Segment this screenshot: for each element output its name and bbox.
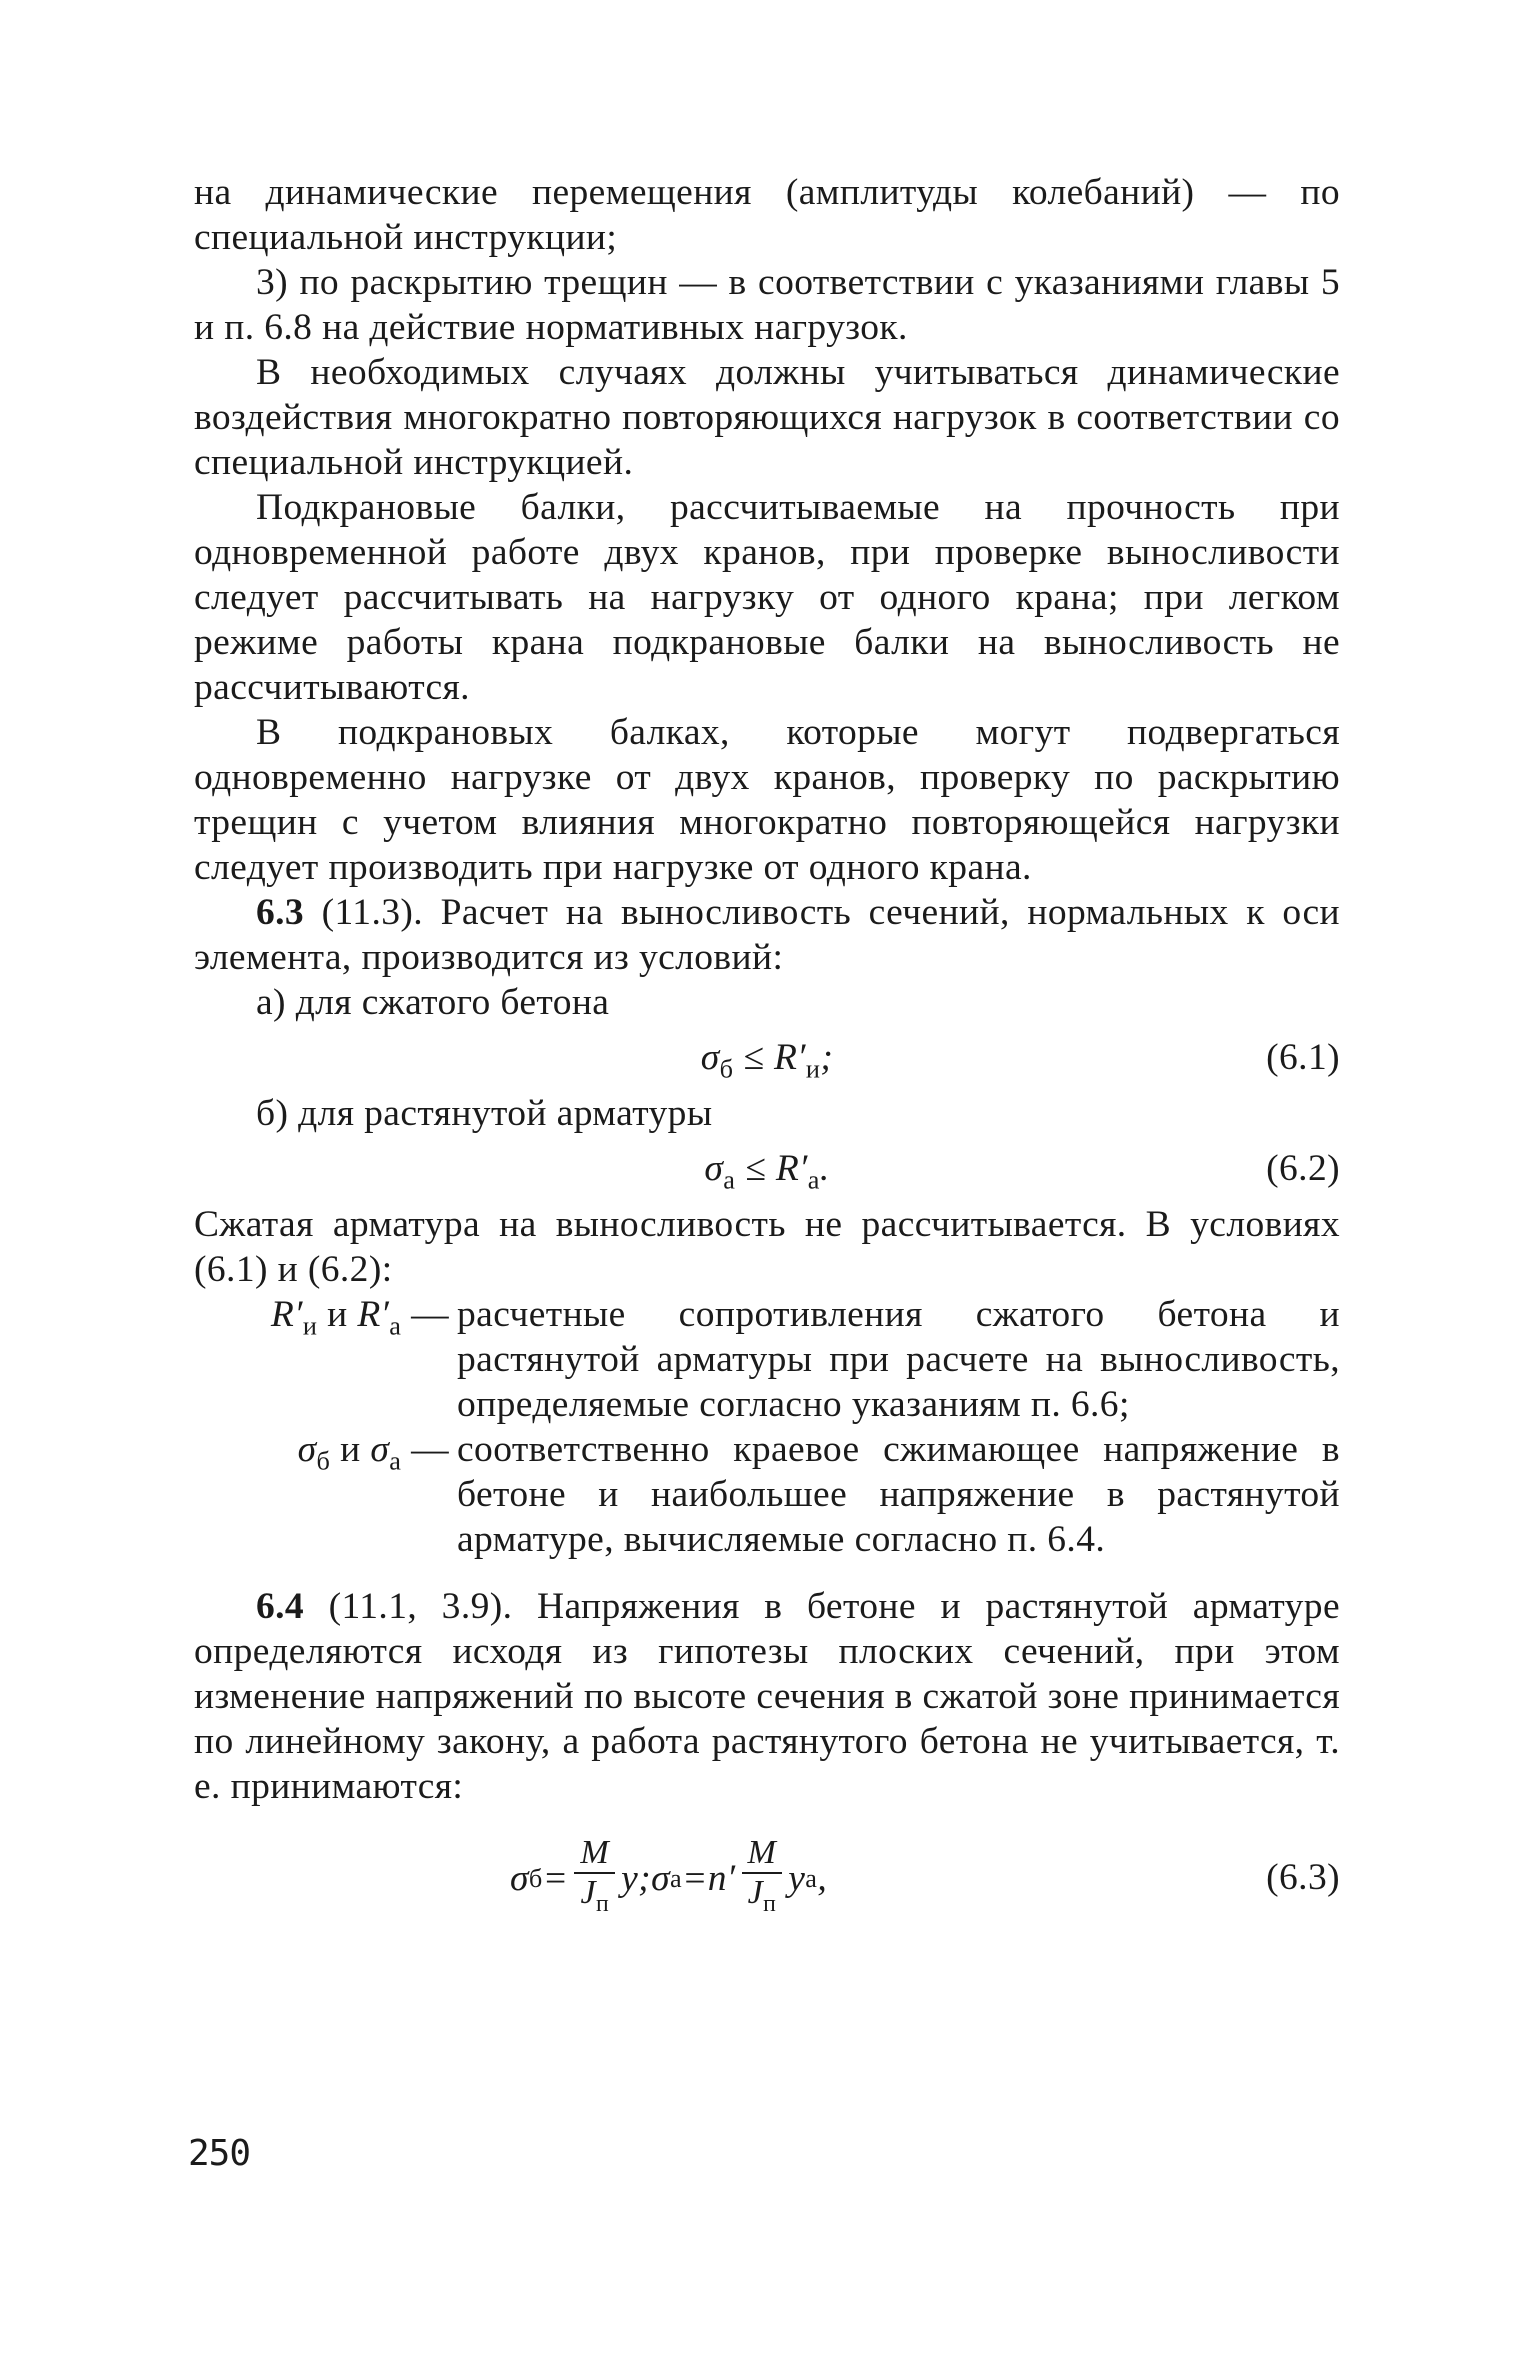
definition-item: [194, 1427, 1340, 1562]
equation-formula: $\sigma_б \le R'_и$;: [700, 1037, 834, 1084]
paragraph: Подкрановые балки, рассчитываемые на прочность при одновременной работе двух кранов, при проверке выносливости следует рассчитывать на нагрузку от одного крана; при легком режиме работы крана подкрановые балки на выносливость не рассчитываются.: [194, 487, 1340, 708]
list-item-b: б) для растянутой арматуры: [256, 1093, 713, 1134]
fraction: $\frac{M}{J_п}$: [574, 1834, 615, 1923]
equation-6-3: [194, 1823, 1340, 1933]
section-number: 6.3: [256, 892, 305, 933]
paragraph: В подкрановых балках, которые могут подвергаться одновременно нагрузке от двух кранов, проверку по раскрытию трещин с учетом влияния многократно повторяющейся нагрузки следует производить при нагрузке от одного крана.: [194, 712, 1340, 888]
section-6-4-lead: [194, 1584, 1340, 1809]
equation-formula: $\sigma_а \le R'_а$.: [704, 1148, 830, 1195]
fraction: $\frac{M}{J_п}$: [742, 1834, 783, 1923]
paragraph: Сжатая арматура на выносливость не рассчитывается. В условиях (6.1) и (6.2):: [194, 1204, 1340, 1290]
equation-formula: σ б = $\frac{M}{J_п}$ y ; σ а = n′ $\frac{M}{J_п}$ y а ,: [510, 1823, 827, 1933]
body-text: [194, 170, 1340, 1933]
definition-term: $R'_и$ и $R'_а$ —: [270, 1294, 449, 1341]
page-number: 250: [188, 2133, 251, 2174]
paragraph: В необходимых случаях должны учитываться динамические воздействия многократно повторяющихся нагрузок в соответствии со специальной инструкцией.: [194, 352, 1340, 483]
equation-6-2: [194, 1140, 1340, 1196]
definitions-list: [194, 1292, 1340, 1562]
definition-text: расчетные сопротивления сжатого бетона и растянутой арматуры при расчете на выносливость, определяемые согласно указаниям п. 6.6;: [457, 1294, 1340, 1425]
definition-text: соответственно краевое сжимающее напряжение в бетоне и наибольшее напряжение в растянутой арматуре, вычисляемые согласно п. 6.4.: [457, 1429, 1340, 1560]
section-text: (11.3). Расчет на выносливость сечений, нормальных к оси элемента, производится из условий:: [194, 892, 1340, 978]
paragraph: 3) по раскрытию трещин — в соответствии с указаниями главы 5 и п. 6.8 на действие нормативных нагрузок.: [194, 262, 1340, 348]
definition-term: $\sigma_б$ и $\sigma_а$ —: [297, 1429, 449, 1476]
section-number: 6.4: [256, 1586, 305, 1627]
section-text: (11.1, 3.9). Напряжения в бетоне и растянутой арматуре определяются исходя из гипотезы плоских сечений, при этом изменение напряжений по высоте сечения в сжатой зоне принимается по линейному закону, а работа растянутого бетона не учитывается, т. е. принимаются:: [194, 1586, 1340, 1807]
paragraph: на динамические перемещения (амплитуды колебаний) — по специальной инструкции;: [194, 172, 1340, 258]
equation-6-1: [194, 1029, 1340, 1085]
definition-item: [194, 1292, 1340, 1427]
equation-number: (6.1): [1266, 1037, 1340, 1078]
equation-number: (6.3): [1266, 1857, 1340, 1898]
section-6-3-lead: [194, 890, 1340, 980]
list-item-a: а) для сжатого бетона: [256, 982, 610, 1023]
equation-number: (6.2): [1266, 1148, 1340, 1189]
